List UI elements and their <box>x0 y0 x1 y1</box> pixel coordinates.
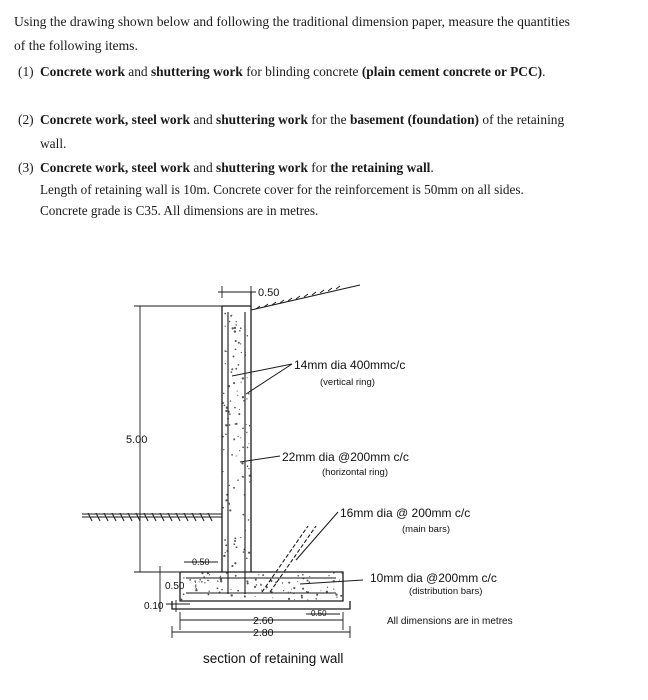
concrete-dot <box>234 540 236 542</box>
concrete-dot <box>189 579 191 581</box>
concrete-dot <box>225 363 226 364</box>
concrete-dot <box>307 599 308 600</box>
concrete-dot <box>297 575 299 577</box>
concrete-dot <box>246 580 248 582</box>
concrete-dot <box>249 481 250 482</box>
concrete-dot <box>237 590 239 592</box>
concrete-dot <box>262 574 264 576</box>
dim-stem-width: 0.50 <box>258 287 280 299</box>
concrete-dot <box>248 393 250 395</box>
label-main-bar-note: (main bars) <box>402 524 451 535</box>
dim-right-offset: 0.50 <box>311 609 327 618</box>
concrete-dot <box>247 335 249 337</box>
concrete-dot <box>233 543 235 545</box>
concrete-dot <box>231 565 233 567</box>
concrete-dot <box>229 503 230 504</box>
concrete-dot <box>204 582 205 583</box>
label-dist-bar: 10mm dia @200mm c/c <box>370 571 497 585</box>
concrete-dot <box>235 340 237 342</box>
question-number: (1) <box>18 64 34 79</box>
concrete-dot <box>335 593 337 595</box>
concrete-dot <box>234 407 236 409</box>
concrete-dot <box>246 398 247 399</box>
concrete-dot <box>195 584 197 586</box>
concrete-dot <box>282 582 283 583</box>
concrete-dot <box>291 589 292 590</box>
dim-base-thickness: 0.50 <box>165 581 185 592</box>
concrete-dot <box>225 325 226 326</box>
concrete-dot <box>231 454 233 456</box>
concrete-dot <box>309 576 310 577</box>
question-text: Concrete work, steel work and shuttering work for the basement (foundation) of the retaining wall. <box>40 112 565 151</box>
concrete-dot <box>225 410 227 412</box>
front-ground <box>82 513 222 521</box>
concrete-dot <box>316 594 318 596</box>
concrete-dot <box>235 348 237 350</box>
concrete-dot <box>237 436 238 437</box>
concrete-dot <box>256 584 258 586</box>
concrete-dot <box>283 590 284 591</box>
concrete-dot <box>248 519 250 521</box>
concrete-dot <box>225 552 226 553</box>
concrete-dot <box>208 590 209 591</box>
concrete-dot <box>242 514 244 516</box>
concrete-dot <box>246 424 247 425</box>
concrete-dot <box>229 321 231 323</box>
concrete-dot <box>233 382 235 384</box>
label-dist-bar-note: (distribution bars) <box>409 586 483 597</box>
concrete-dot <box>236 455 237 456</box>
concrete-dot <box>225 499 227 501</box>
concrete-dot <box>239 330 241 332</box>
concrete-dot <box>307 580 309 582</box>
concrete-dot <box>272 597 273 598</box>
concrete-dot <box>237 364 239 366</box>
concrete-dot <box>238 413 240 415</box>
concrete-dot <box>327 587 328 588</box>
concrete-dot <box>224 350 226 352</box>
concrete-dot <box>246 558 248 560</box>
concrete-dot <box>234 537 236 539</box>
dim-base-length: 2.60 <box>253 615 274 627</box>
concrete-dot <box>225 544 227 546</box>
concrete-dot <box>209 574 210 575</box>
concrete-dot <box>316 598 318 600</box>
concrete-dot <box>223 449 224 450</box>
concrete-dot <box>248 443 249 444</box>
concrete-dot <box>233 356 235 358</box>
concrete-dot <box>229 424 231 426</box>
label-vertical-bar: 14mm dia 400mmc/c <box>294 358 406 372</box>
concrete-dot <box>240 381 241 382</box>
concrete-dot <box>247 582 249 584</box>
concrete-dot <box>224 405 226 407</box>
concrete-dot <box>230 400 231 401</box>
dim-pcc-thickness: 0.10 <box>144 601 164 612</box>
concrete-dot <box>328 575 329 576</box>
concrete-dot <box>194 580 196 582</box>
concrete-dot <box>302 574 304 576</box>
concrete-dot <box>333 589 334 590</box>
concrete-dot <box>199 579 201 581</box>
concrete-dot <box>239 450 240 451</box>
concrete-dot <box>223 471 224 472</box>
concrete-dot <box>243 551 245 553</box>
concrete-dot <box>294 599 295 600</box>
concrete-dot <box>254 586 256 588</box>
concrete-dot <box>236 321 237 322</box>
concrete-dot <box>240 343 241 344</box>
concrete-dot <box>309 581 311 583</box>
concrete-dot <box>223 393 225 395</box>
concrete-dot <box>241 462 243 464</box>
question-number: (3) <box>18 160 34 175</box>
concrete-dot <box>336 596 337 597</box>
concrete-dot <box>247 447 249 449</box>
concrete-dot <box>234 562 236 564</box>
concrete-dot <box>220 576 221 577</box>
concrete-dot <box>339 580 340 581</box>
concrete-dot <box>201 581 203 583</box>
concrete-dot <box>237 479 239 481</box>
dim-left-offset: 0.50 <box>192 557 210 567</box>
concrete-dot <box>240 537 241 538</box>
concrete-dot <box>229 509 231 511</box>
concrete-dot <box>224 539 226 541</box>
concrete-dot <box>238 342 240 344</box>
concrete-dot <box>297 581 298 582</box>
concrete-dot <box>230 371 232 373</box>
concrete-dot <box>242 446 244 448</box>
concrete-dot <box>234 327 236 329</box>
concrete-dot <box>225 424 227 426</box>
label-horizontal-bar-note: (horizontal ring) <box>322 467 388 478</box>
concrete-dot <box>241 352 242 353</box>
concrete-dot <box>247 465 249 467</box>
concrete-dot <box>233 487 235 489</box>
concrete-dot <box>231 315 232 316</box>
concrete-dot <box>260 584 262 586</box>
concrete-dot <box>246 432 247 433</box>
question-number: (2) <box>18 112 34 127</box>
concrete-dot <box>302 588 304 590</box>
concrete-dot <box>207 580 209 582</box>
concrete-dot <box>232 327 234 329</box>
concrete-dot <box>183 577 184 578</box>
concrete-dot <box>288 591 289 592</box>
concrete-dot <box>340 595 342 597</box>
dim-height: 5.00 <box>126 434 148 446</box>
question-text: Concrete work and shuttering work for blinding concrete (plain cement concrete or PCC). <box>40 64 546 79</box>
concrete-dot <box>230 589 231 590</box>
label-main-bar: 16mm dia @ 200mm c/c <box>340 506 471 520</box>
given-line-1: Length of retaining wall is 10m. Concrete cover for the reinforcement is 50mm on all sides. <box>40 182 524 197</box>
concrete-dot <box>240 437 241 438</box>
concrete-dot <box>183 593 185 595</box>
concrete-dot <box>249 425 250 426</box>
question-text: Concrete work, steel work and shuttering work for the retaining wall. <box>40 160 434 175</box>
concrete-dot <box>242 476 243 477</box>
drawing-title: section of retaining wall <box>203 651 344 666</box>
concrete-dot <box>243 400 245 402</box>
concrete-dot <box>258 574 259 575</box>
concrete-dot <box>301 597 303 599</box>
label-all-dimensions: All dimensions are in metres <box>387 616 513 627</box>
concrete-dot <box>248 552 250 554</box>
concrete-dot <box>242 428 244 430</box>
concrete-dot <box>239 409 240 410</box>
concrete-dot <box>229 485 230 486</box>
concrete-dot <box>195 586 196 587</box>
concrete-dot <box>237 395 238 396</box>
label-vertical-bar-note: (vertical ring) <box>320 377 375 388</box>
label-horizontal-bar: 22mm dia @200mm c/c <box>282 450 409 464</box>
concrete-dot <box>226 351 227 352</box>
dim-pcc-length: 2.80 <box>253 627 274 639</box>
concrete-dot <box>236 546 238 548</box>
concrete-dot <box>261 590 262 591</box>
concrete-dot <box>235 368 237 370</box>
concrete-dot <box>341 573 342 574</box>
concrete-dot <box>217 580 219 582</box>
concrete-dot <box>301 595 303 597</box>
concrete-dot <box>199 581 200 582</box>
concrete-dot <box>244 596 246 598</box>
concrete-dot <box>242 396 244 398</box>
given-line-2: Concrete grade is C35. All dimensions are in metres. <box>40 202 319 218</box>
concrete-dot <box>288 598 290 600</box>
concrete-dot <box>221 589 223 591</box>
concrete-dot <box>288 582 290 584</box>
concrete-dot <box>231 594 233 596</box>
concrete-dot <box>237 391 238 392</box>
concrete-dot <box>181 598 183 600</box>
concrete-dot <box>220 580 222 582</box>
intro-paragraph: Using the drawing shown below and following the traditional dimension paper, measure the quantities of the following items. <box>14 14 570 53</box>
concrete-dot <box>242 377 244 379</box>
concrete-dot <box>255 579 257 581</box>
concrete-dot <box>224 313 226 315</box>
concrete-dot <box>228 410 229 411</box>
concrete-dot <box>240 327 242 329</box>
concrete-dot <box>235 423 236 424</box>
concrete-dot <box>231 368 233 370</box>
concrete-dot <box>248 468 249 469</box>
concrete-dot <box>229 413 231 415</box>
concrete-dot <box>217 587 219 589</box>
concrete-dot <box>235 324 237 326</box>
concrete-dot <box>235 575 237 577</box>
concrete-dot <box>223 555 225 557</box>
concrete-dot <box>225 433 227 435</box>
concrete-dot <box>234 330 236 332</box>
concrete-dot <box>195 589 197 591</box>
concrete-dot <box>233 438 235 440</box>
concrete-dot <box>195 582 196 583</box>
concrete-dot <box>247 377 248 378</box>
concrete-dot <box>293 587 295 589</box>
concrete-dot <box>320 590 321 591</box>
concrete-dot <box>255 596 256 597</box>
concrete-dot <box>208 594 210 596</box>
